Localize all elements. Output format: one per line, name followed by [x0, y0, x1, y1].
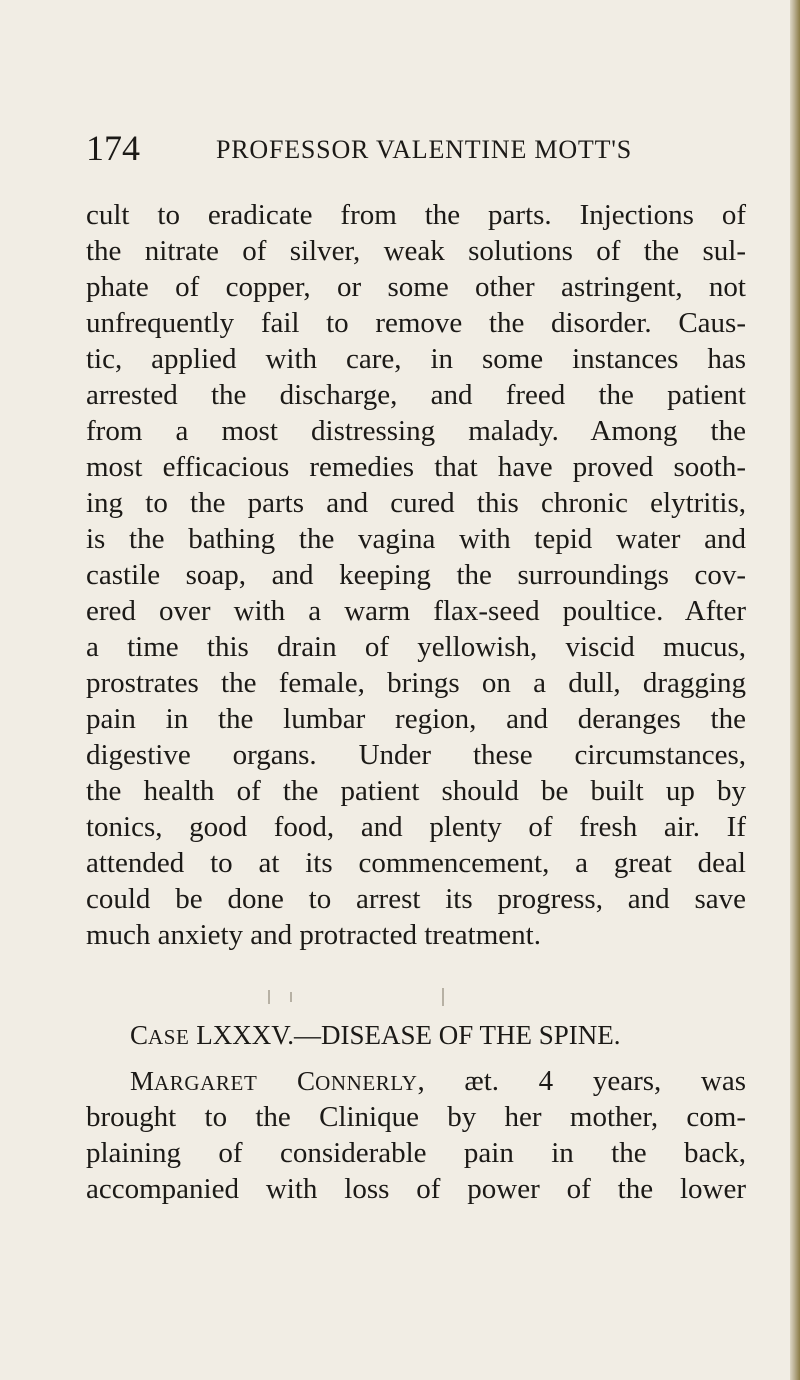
text-line: attended to at its commencement, a great deal	[86, 847, 746, 879]
print-speck	[442, 988, 444, 1006]
text-line: tonics, good food, and plenty of fresh air. If	[86, 811, 746, 843]
patient-first-initial: M	[130, 1066, 155, 1096]
text-line: cult to eradicate from the parts. Injections of	[86, 199, 746, 231]
case-number-title: LXXXV.—DISEASE OF THE SPINE.	[189, 1020, 621, 1050]
text-line: ered over with a warm flax-seed poultice. After	[86, 595, 746, 627]
text-line: the nitrate of silver, weak solutions of the sul-	[86, 235, 746, 267]
text-line: much anxiety and protracted treatment.	[86, 919, 541, 951]
text-line: arrested the discharge, and freed the patient	[86, 379, 746, 411]
text-line: prostrates the female, brings on a dull, dragging	[86, 667, 746, 699]
page-number: 174	[86, 128, 140, 168]
text-line: brought to the Clinique by her mother, com-	[86, 1101, 746, 1133]
text-line: a time this drain of yellowish, viscid mucus,	[86, 631, 746, 663]
text-line: is the bathing the vagina with tepid water and	[86, 523, 746, 555]
case-word-rest: ASE	[148, 1025, 190, 1049]
patient-first-rest: ARGARET	[154, 1071, 258, 1095]
text-line: accompanied with loss of power of the lower	[86, 1173, 746, 1205]
text-line: most efficacious remedies that have proved sooth-	[86, 451, 746, 483]
text-line: from a most distressing malady. Among the	[86, 415, 746, 447]
print-speck	[268, 990, 270, 1004]
case-initial: C	[130, 1020, 149, 1050]
text-line: phate of copper, or some other astringent, not	[86, 271, 746, 303]
page-header	[86, 128, 746, 172]
case-heading	[130, 1018, 750, 1054]
patient-last-rest: ONNERLY	[315, 1071, 418, 1095]
text-line: unfrequently fail to remove the disorder. Caus-	[86, 307, 746, 339]
text-line: tic, applied with care, in some instances has	[86, 343, 746, 375]
text-line-first	[130, 1064, 746, 1101]
text-line: could be done to arrest its progress, and save	[86, 883, 746, 915]
text-line: castile soap, and keeping the surroundings cov-	[86, 559, 746, 591]
text-line: digestive organs. Under these circumstances,	[86, 739, 746, 771]
text-line: plaining of considerable pain in the back,	[86, 1137, 746, 1169]
text-line: pain in the lumbar region, and deranges the	[86, 703, 746, 735]
print-speck	[290, 992, 292, 1002]
page-edge-shadow	[790, 0, 800, 1380]
first-line-rest: , æt. 4 years, was	[417, 1065, 747, 1097]
patient-last-initial: C	[297, 1066, 316, 1096]
text-line: ing to the parts and cured this chronic elytritis,	[86, 487, 746, 519]
text-line: the health of the patient should be built up by	[86, 775, 746, 807]
running-head: PROFESSOR VALENTINE MOTT'S	[216, 135, 633, 164]
